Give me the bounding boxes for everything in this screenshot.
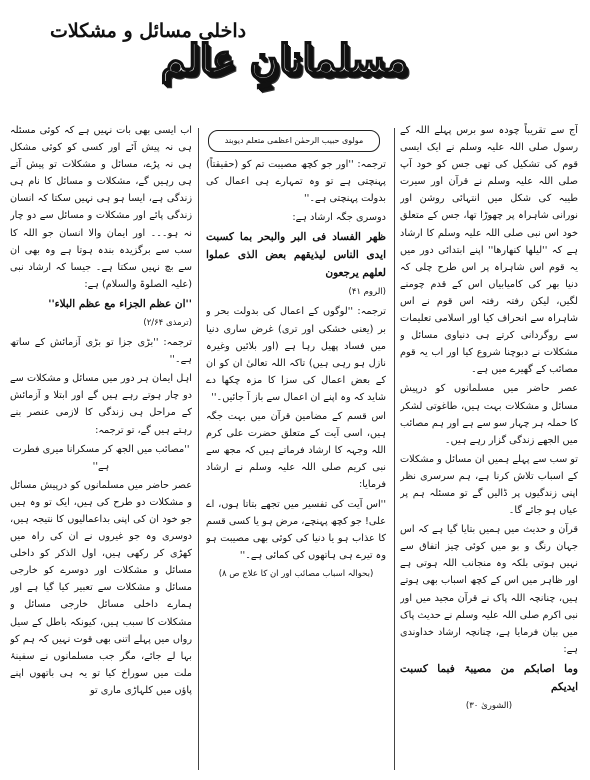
column-divider-left [198,128,199,770]
quran-verse: وما اصابکم من مصیبۃ فبما کسبت ایدیکم [400,662,578,693]
hadith-reference: (ترمذی ۲/۶۴) [143,317,192,328]
quran-verse: ظھر الفساد فی البر والبحر بما کسبت ایدی الناس لیذیقھم بعض الذی عملوا لعلھم یرجعون [206,231,386,280]
paragraph: اس قسم کے مضامین قرآن میں بہت جگہ ہیں، اسی آیت کے متعلق حضرت علی کرم اللہ وجہہ کا ارشاد فرماتے ہیں کہ مجھ سے نبی کریم صلی اللہ علیہ وسلم نے ارشاد فرمایا: [206,411,386,491]
poetry-quote: ''مصائب میں الجھ کر مسکرانا میری فطرت ہے'' [12,443,190,472]
paragraph: اب ایسی بھی بات نہیں ہے کہ کوئی مسئلہ ہی نہ پیش آئے اور کسی کو کوئی مشکل ہی نہ پڑے، مسائل و مشکلات تو پیش آتے ہی رہیں گے، مشکلات و مسائل کا نام ہی زندگی ہے، ایسا ہو ہی نہیں سکتا کہ انسان زندگی پائے اور مشکلات و مسائل سے دو چار نہ ہو۔۔۔ اور ایمان والا انسان جو اللہ کا سب سے برگزیدہ بندہ ہوتا ہے وہ بھی ان سے بچ نہیں سکتا ہے۔ جیسا کہ ارشاد نبی (علیہ الصلوۃ والسلام) ہے: [10,125,192,290]
hadith-arabic: ''ان عظم الجزاء مع عظم البلاء'' [48,297,192,310]
verse-reference: (الروم ۴۱) [348,287,386,298]
article-column-middle [206,156,386,772]
author-byline: مولوی حبیب الرحمٰن اعظمی متعلم دیوبند [208,130,380,152]
verse-translation: ترجمہ: ''لوگوں کے اعمال کی بدولت بحر و بر (یعنی خشکی اور تری) غرض ساری دنیا میں فساد پھیل رہا ہے (اور بلائیں وغیرہ نازل ہو رہی ہیں) تاکہ اللہ تعالیٰ ان کو ان کے بعض اعمال کی سزا کا مزہ چکھا دے شاید کہ وہ اپنے ان اعمال سے باز آ جائیں۔'' [206,306,386,403]
paragraph: عصر حاضر میں مسلمانوں کو درپیش مسائل و مشکلات دو طرح کی ہیں، ایک تو وہ ہیں جو خود ان کی اپنی بداعمالیوں کا نتیجہ ہیں، دوسری وہ جو غیروں نے ان کی راہ میں کھڑی کر رکھی ہیں، اول الذکر کو داخلی مسائل و مشکلات اور دوسرے کو خارجی مسائل و مشکلات سے تعبیر کیا گیا ہے اور ہمارے داخلی مسائل خارجی مسائل و مشکلات کا سبب ہیں، کیونکہ باطل کے سیل رواں میں پہلے اتنی بھی قوت نہیں کہ ہم کو بہا لے جائے، مگر جب مسلمانوں نے سفینۂ ملت میں سوراخ کیا تو یہ ہی باتھوں اپنے پاؤں میں کلہاڑی ماری تو [10,479,192,696]
paragraph: آج سے تقریباً چودہ سو برس پہلے اللہ کے رسول صلی اللہ علیہ وسلم نے ایک ایسی قوم کی تشکیل کی تھی جس کو خود آپ صلی اللہ علیہ وسلم نے قرآن اور سیرت طیبہ کی شکل میں انتہائی روشن اور نورانی شاہراہ پر چھوڑا تھا، جس کے متعلق خود اس نبی صلی اللہ علیہ وسلم کا ارشاد ہے کہ ''لیلھا کنھارھا'' اپنے ابتدائی دور میں یہ قوم اس شاہراہ پر اس طرح چلی کہ دنیا بھر کی کامیابیاں اس کے قدم چومنے لگیں، لیکن رفتہ رفتہ اس قوم نے اس شاہراہ سے انحراف کیا اور اسلامی تعلیمات سے روگردانی کرتے ہی دنیاوی مسائل و مشکلات نے دبوچنا شروع کیا اور اب یہ قوم مصائب کے گھیرے میں ہے۔ [400,125,578,376]
paragraph: عصر حاضر میں مسلمانوں کو درپیش مسائل و مشکلات بہت ہیں، طاغوتی لشکر کا حملہ ہر چہار سو سے ہے اور ہم مصائب میں الجھے زندگی گزار رہے ہیں۔ [400,383,578,446]
source-note: (بحوالہ اسباب مصائب اور ان کا علاج ص ۸) [218,568,374,579]
paragraph: قرآن و حدیث میں ہمیں بتایا گیا ہے کہ اس جہان رنگ و بو میں کوئی چیز اتفاق سے نہیں ہوتی بلکہ وہ منجانب اللہ ہوتی ہے اور ظاہر میں اس کے کچھ اسباب بھی ہوتے ہیں، چنانچہ اللہ پاک نے قرآن مجید میں اور نبی اکرم صلی اللہ علیہ وسلم نے حدیث پاک میں بیان فرمایا ہے، چنانچہ ارشاد خداوندی ہے: [400,524,578,655]
paragraph: اہل ایمان ہر دور میں مسائل و مشکلات سے دو چار ہوتے رہے ہیں گے اور ابتلا و آزمائش کے مراحل ہی زندگی کا لازمی عنصر بنے رہتے ہیں گے، تو ترجمہ: [10,373,192,436]
page-subtitle: داخلی مسائل و مشکلات [50,20,247,42]
paragraph: دوسری جگہ ارشاد ہے: [292,212,386,224]
hadith-quote: ''اس آیت کی تفسیر میں تجھے بتاتا ہوں، اے علی! جو کچھ پہنچے، مرض ہو یا کسی قسم کا عذاب ہو یا دنیا کی کوئی بھی مصیبت ہو وہ تیرے ہی ہاتھوں کی کمائی ہے۔'' [206,498,386,561]
column-divider-right [394,128,395,770]
verse-reference: (الشوریٰ ۳۰) [465,700,513,711]
article-column-left [10,122,192,772]
verse-translation: ترجمہ: ''اور جو کچھ مصیبت تم کو (حقیقتاً) پہنچتی ہے تو وہ تمہارے ہی اعمال کی بدولت پہنچتی ہے۔'' [206,159,386,205]
article-column-right [400,122,578,772]
page-title: مسلمانانِ عالم [160,36,408,83]
paragraph: تو سب سے پہلے ہمیں ان مسائل و مشکلات کے اسباب تلاش کرنا ہے، ہم سرسری نظر اپنی زندگیوں پر ڈالیں گے تو مسئلہ ہم پر عیاں ہو جائے گا۔ [400,453,578,517]
hadith-translation: ترجمہ: ''بڑی جزا تو بڑی آزمائش کے ساتھ ہے۔'' [10,337,192,366]
masthead [40,6,558,116]
